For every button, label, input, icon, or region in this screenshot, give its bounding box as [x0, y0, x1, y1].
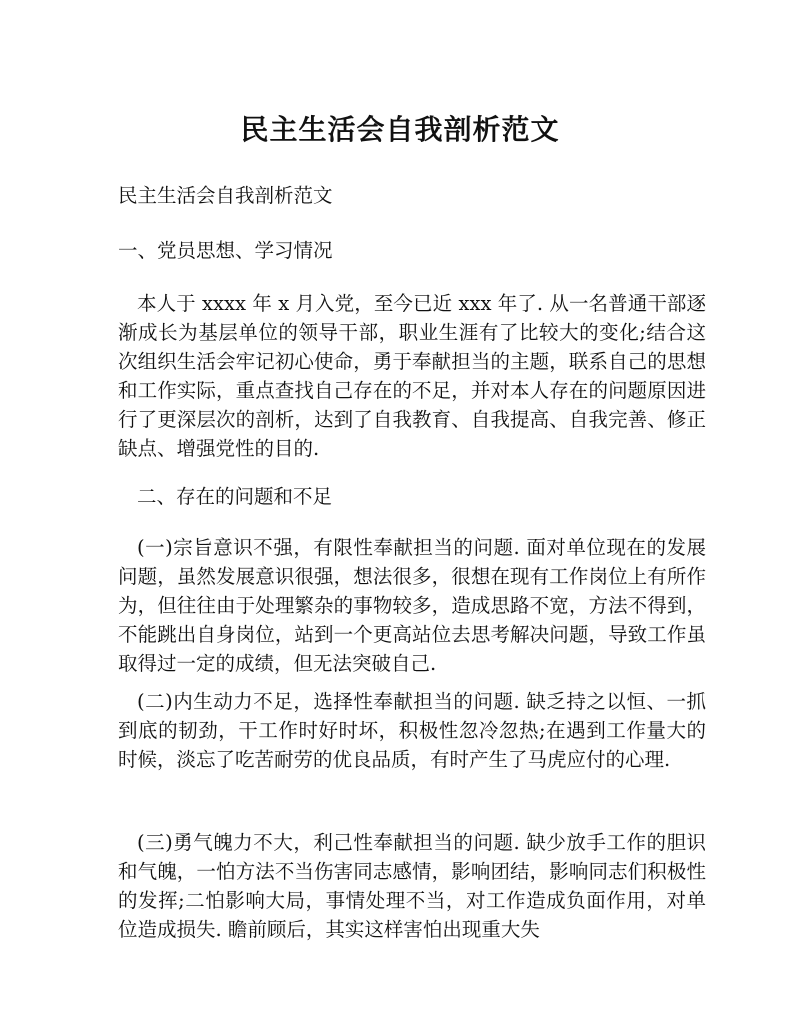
issue-paragraph-1: (一)宗旨意识不强，有限性奉献担当的问题. 面对单位现在的发展问题，虽然发展意识很强，想法很多，很想在现有工作岗位上有所作为，但往往由于处理繁杂的事物较多，造成思路不宽，方法不得到，不能跳出自身岗位，站到一个更高站位去思考解决问题，导致工作虽取得过一定的成绩，但无法突破自己.: [118, 536, 706, 675]
lead-line: 民主生活会自我剖析范文: [118, 184, 333, 207]
issue-paragraph-3: (三)勇气魄力不大，利己性奉献担当的问题. 缺少放手工作的胆识和气魄，一怕方法不当伤害同志感情，影响团结，影响同志们积极性的发挥;二怕影响大局，事情处理不当，对工作造成负面作用，对单位造成损失. 瞻前顾后，其实这样害怕出现重大失: [118, 831, 706, 941]
section-heading-2: 二、存在的问题和不足: [137, 485, 333, 508]
issue-paragraph-2: (二)内生动力不足，选择性奉献担当的问题. 缺乏持之以恒、一抓到底的韧劲，干工作时好时坏，积极性忽冷忽热;在遇到工作量大的时候，淡忘了吃苦耐劳的优良品质，有时产生了马虎应付的心理.: [118, 690, 706, 771]
section-1-paragraph: 本人于 xxxx 年 x 月入党，至今已近 xxx 年了. 从一名普通干部逐渐成长为基层单位的领导干部，职业生涯有了比较大的变化;结合这次组织生活会牢记初心使命，勇于奉献担当的主题，联系自己的思想和工作实际，重点查找自己存在的不足，并对本人存在的问题原因进行了更深层次的剖析，达到了自我教育、自我提高、自我完善、修正缺点、增强党性的目的.: [118, 292, 706, 460]
section-heading-1: 一、党员思想、学习情况: [118, 239, 333, 262]
document-title: 民主生活会自我剖析范文: [240, 113, 560, 146]
